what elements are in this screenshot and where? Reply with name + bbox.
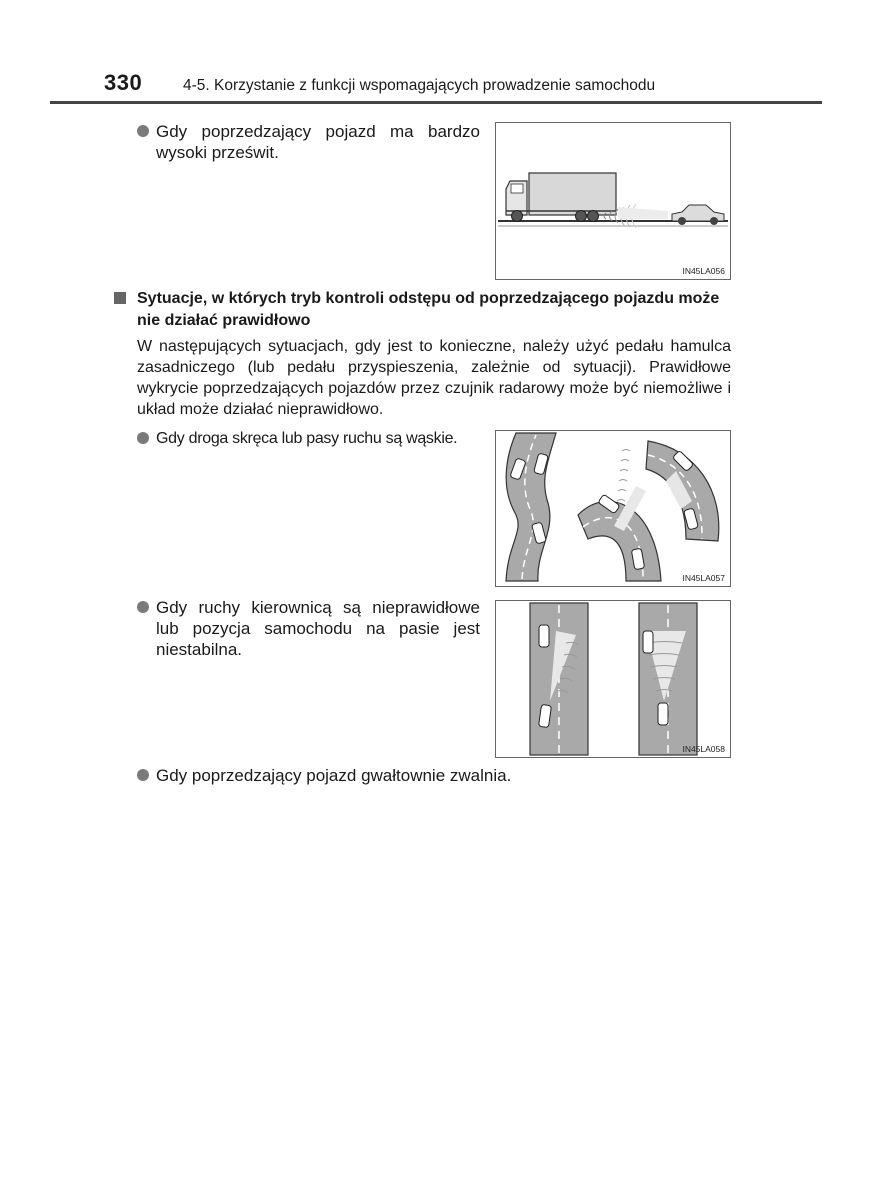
section-paragraph: W następujących sytuacjach, gdy jest to konieczne, należy użyć pedału hamulca zasadniczego (lub pedału przyspieszenia, zależnie od sytuacji). Prawidłowe wykrycie poprzedzających pojazdów przez czujnik radarowy może być niemożliwe i układ może działać nieprawidłowo.	[137, 338, 731, 418]
bullet-icon	[137, 432, 149, 444]
bullet-icon	[137, 769, 149, 781]
curved-road-illustration	[496, 431, 730, 586]
section-title: 4-5. Korzystanie z funkcji wspomagających prowadzenie samochodu	[183, 77, 656, 94]
bullet-high-clearance	[137, 121, 480, 163]
figure-code: IN45LA057	[682, 573, 725, 583]
bullet-text: Gdy droga skręca lub pasy ruchu są wąskie.	[156, 430, 458, 447]
figure-curves	[495, 430, 731, 587]
figure-steering	[495, 600, 731, 758]
bullet-steering	[137, 597, 480, 660]
bullet-text: Gdy ruchy kierownicą są nieprawidłowe lub pozycja samochodu na pasie jest niestabilna.	[156, 598, 480, 659]
lane-position-illustration	[496, 601, 730, 757]
bullet-text: Gdy poprzedzający pojazd gwałtownie zwalnia.	[156, 766, 512, 785]
section-heading: Sytuacje, w których tryb kontroli odstępu od poprzedzającego pojazdu może nie działać prawidłowo	[137, 290, 720, 329]
bullet-curves	[137, 428, 487, 449]
bullet-icon	[137, 125, 149, 137]
bullet-text: Gdy poprzedzający pojazd ma bardzo wysoki prześwit.	[156, 122, 480, 162]
figure-code: IN45LA056	[682, 266, 725, 276]
header-rule	[50, 101, 822, 104]
figure-high-clearance	[495, 122, 731, 280]
page-number: 330	[104, 70, 143, 95]
bullet-icon	[137, 601, 149, 613]
bullet-decel	[137, 765, 657, 786]
truck-illustration	[496, 123, 730, 279]
figure-code: IN45LA058	[682, 744, 725, 754]
section-marker-icon	[114, 292, 126, 304]
